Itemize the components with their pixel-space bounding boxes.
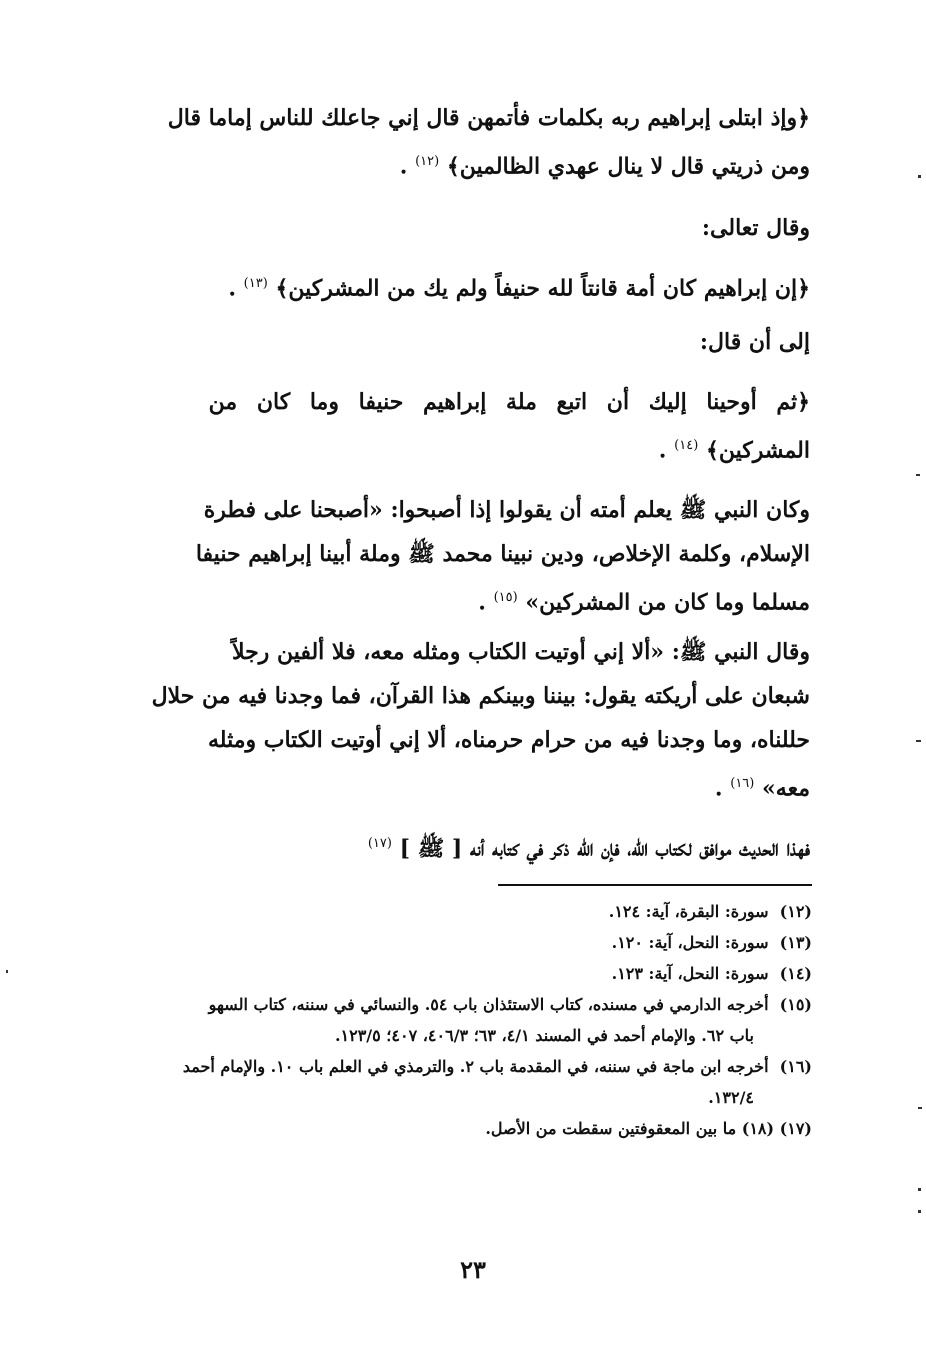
scan-speck bbox=[916, 474, 920, 476]
footnote-13 bbox=[140, 927, 812, 958]
footnote-text: سورة: النحل، آية: ١٢٠. bbox=[611, 933, 769, 952]
page-number: ٢٣ bbox=[460, 1255, 486, 1284]
scan-speck bbox=[918, 1107, 922, 1109]
footnote-text: سورة: البقرة، آية: ١٢٤. bbox=[608, 902, 769, 921]
footnote-text: ما بين المعقوفتين سقطت من الأصل. bbox=[485, 1119, 737, 1138]
quran-verse-1 bbox=[130, 96, 810, 188]
hadith-2-line-1: وقال النبي ﷺ: «ألا إني أوتيت الكتاب ومثله معه، فلا ألفين رجلاً bbox=[231, 639, 810, 665]
quran-verse-3 bbox=[130, 380, 810, 472]
footnote-ref-17: (١٧) bbox=[367, 836, 392, 851]
footnote-14 bbox=[140, 958, 812, 989]
closing-text: فهذا الحديث موافق لكتاب الله، فإن الله ذكر في كتابه أنه [ ﷺ ] bbox=[399, 835, 810, 862]
footnote-15 bbox=[140, 989, 812, 1020]
hadith-1-end: . bbox=[478, 589, 486, 616]
intro-qala-taala bbox=[130, 206, 810, 250]
hadith-2-line-4-text: معه» bbox=[762, 775, 810, 802]
scan-speck bbox=[916, 740, 921, 742]
footnote-number: (١٥) bbox=[779, 995, 812, 1014]
footnote-ref-16: (١٦) bbox=[730, 776, 755, 791]
footnote-separator bbox=[498, 884, 812, 886]
footnote-number: (١٦) bbox=[779, 1057, 812, 1076]
footnote-16-continued: ١٣٢/٤. bbox=[708, 1088, 754, 1107]
hadith-2-line-4 bbox=[130, 762, 810, 810]
hadith-2-line-3: حللناه، وما وجدنا فيه من حرام حرمناه، ألا إني أوتيت الكتاب ومثله bbox=[207, 727, 810, 753]
footnote-number: (١٢) bbox=[779, 902, 812, 921]
qala-taala-text: وقال تعالى: bbox=[701, 215, 810, 241]
verse-2-text: ﴿إن إبراهيم كان أمة قانتاً لله حنيفاً ولم يك من المشركين﴾ bbox=[275, 275, 810, 302]
footnote-12 bbox=[140, 896, 812, 927]
hadith-paragraph-1 bbox=[130, 488, 810, 624]
hadith-1-line-2: الإسلام، وكلمة الإخلاص، ودين نبينا محمد ﷺ وملة أبينا إبراهيم حنيفا bbox=[195, 541, 810, 567]
footnote-text: أخرجه ابن ماجة في سننه، في المقدمة باب ٢. والترمذي في العلم باب ١٠. والإمام أحمد bbox=[182, 1057, 769, 1076]
hadith-1-line-3-text: مسلما وما كان من المشركين» bbox=[525, 589, 810, 616]
footnote-15-continued: باب ٦٢. والإمام أحمد في المسند ٤/١، ٦٣؛ ٤٠٦/٣، ٤٠٧؛ ١٢٣/٥. bbox=[334, 1026, 754, 1045]
verse-3-end: . bbox=[658, 437, 667, 464]
footnote-number: (١٤) bbox=[779, 964, 812, 983]
scan-speck bbox=[918, 1188, 921, 1191]
verse-1-line-1: ﴿وإذ ابتلى إبراهيم ربه بكلمات فأتمهن قال إني جاعلك للناس إماما قال bbox=[167, 105, 810, 131]
hadith-1-line-3 bbox=[130, 576, 810, 624]
footnote-ref-13: (١٣) bbox=[243, 276, 268, 291]
intro-ila-an-qal bbox=[130, 320, 810, 364]
footnote-ref-15: (١٥) bbox=[493, 590, 518, 605]
hadith-paragraph-2 bbox=[130, 630, 810, 810]
verse-3-line-1: ﴿ثم أوحينا إليك أن اتبع ملة إبراهيم حنيفا وما كان من bbox=[208, 389, 810, 415]
closing-paragraph bbox=[130, 822, 810, 870]
ila-an-qal-text: إلى أن قال: bbox=[699, 329, 810, 355]
footnote-number: (١٣) bbox=[779, 933, 812, 952]
footnote-number: (١٧) (١٨) bbox=[741, 1119, 812, 1138]
verse-3-line-2 bbox=[130, 424, 810, 472]
footnote-16 bbox=[140, 1051, 812, 1082]
hadith-2-line-2: شبعان على أريكته يقول: بيننا وبينكم هذا القرآن، فما وجدنا فيه من حلال bbox=[151, 683, 810, 709]
hadith-1-line-1: وكان النبي ﷺ يعلم أمته أن يقولوا إذا أصبحوا: «أصبحنا على فطرة bbox=[203, 497, 810, 523]
verse-3-line-2-text: المشركين﴾ bbox=[705, 437, 810, 464]
footnote-text: سورة: النحل، آية: ١٢٣. bbox=[611, 964, 769, 983]
footnote-ref-14: (١٤) bbox=[674, 438, 699, 453]
verse-2-end: . bbox=[228, 275, 236, 302]
verse-1-end: . bbox=[399, 153, 408, 180]
footnote-text: أخرجه الدارمي في مسنده، كتاب الاستئذان باب ٥٤. والنسائي في سننه، كتاب السهو bbox=[208, 995, 769, 1014]
verse-1-line-2 bbox=[130, 140, 810, 188]
verse-2-line bbox=[130, 262, 810, 310]
footnotes-section bbox=[140, 896, 812, 1144]
scan-speck bbox=[918, 175, 921, 178]
scan-speck bbox=[918, 1210, 921, 1213]
quran-verse-2 bbox=[130, 262, 810, 310]
footnote-ref-12: (١٢) bbox=[415, 154, 440, 169]
footnote-17-18 bbox=[140, 1113, 812, 1144]
closing-line bbox=[130, 822, 810, 870]
verse-1-line-2-text: ومن ذريتي قال لا ينال عهدي الظالمين﴾ bbox=[446, 153, 810, 180]
scan-speck bbox=[6, 970, 8, 973]
hadith-2-end: . bbox=[714, 775, 723, 802]
